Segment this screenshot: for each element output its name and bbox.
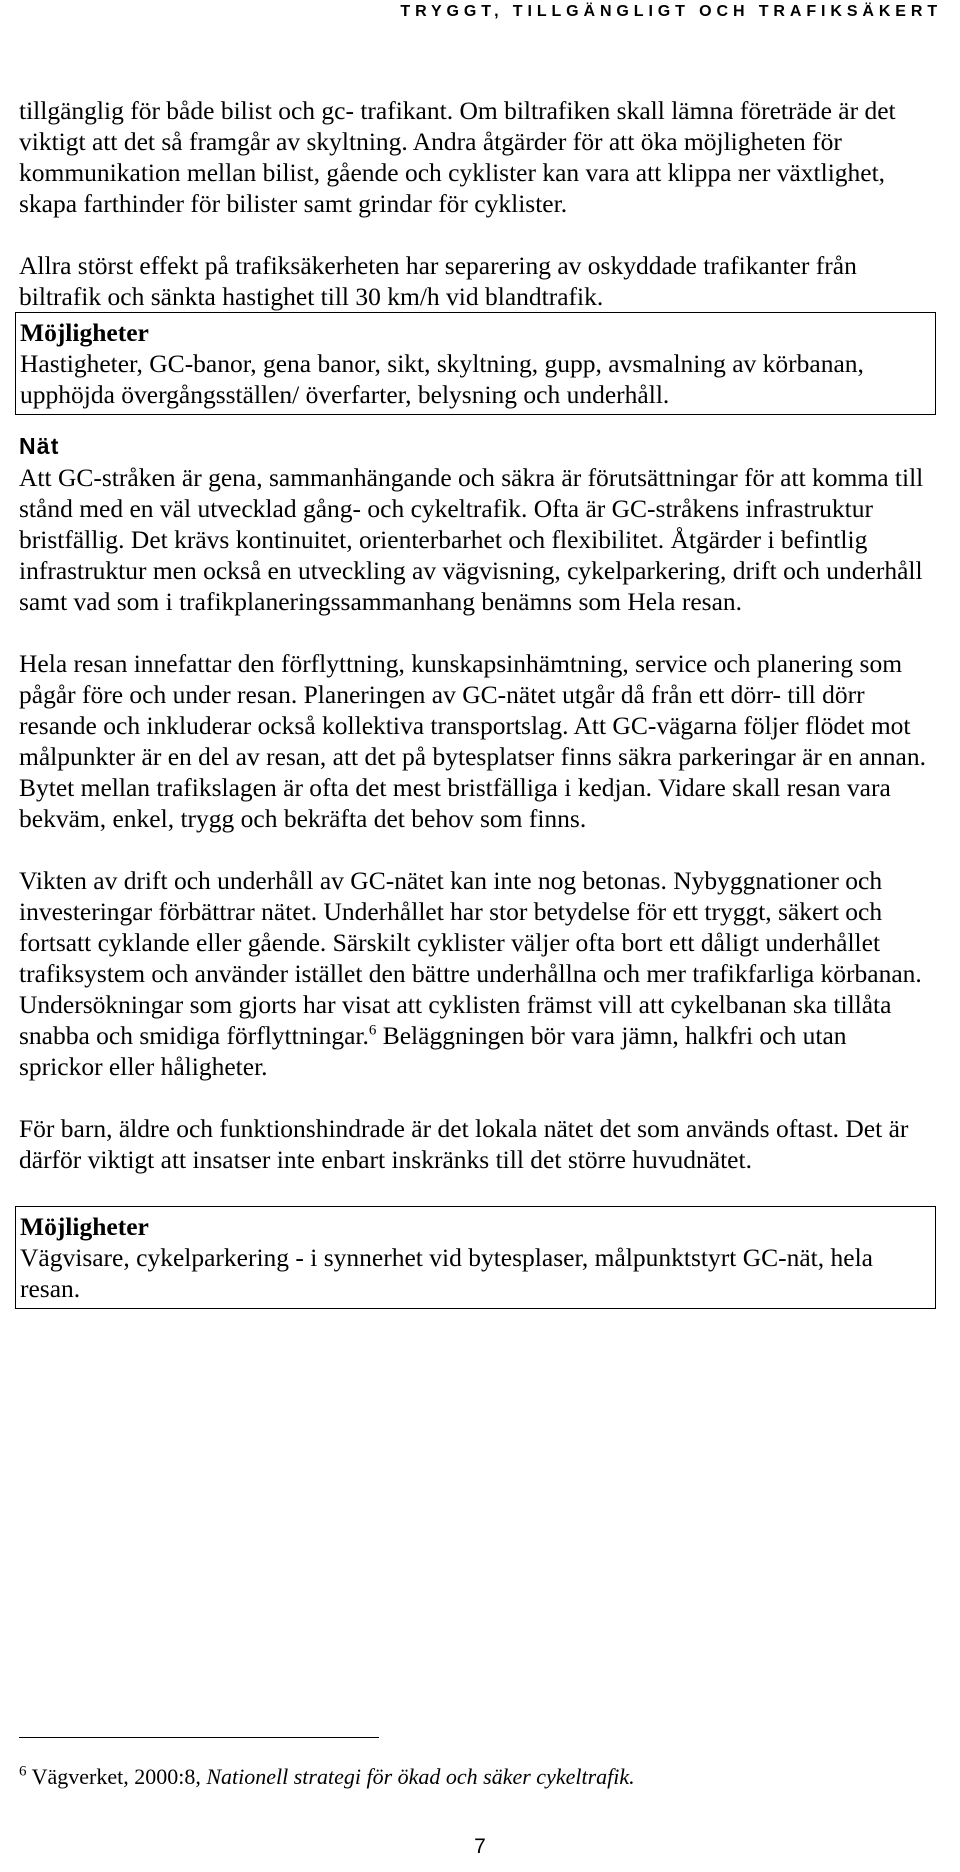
paragraph-visibility: tillgänglig för både bilist och gc- trafikant. Om biltrafiken skall lämna företräde är det viktigt att det så framgår av skyltning. Andra åtgärder för att öka möjligheten för kommunikation mellan bilist, gående och cyklister kan vara att klippa ner växtlighet, skapa farthinder för bilister samt grindar för cyklister. <box>19 96 896 218</box>
document-body <box>19 95 934 1309</box>
box-text: Hastigheter, GC-banor, gena banor, sikt, skyltning, gupp, avsmalning av körbanan, upphöjda övergångsställen/ överfarter, belysning och underhåll. <box>20 349 864 409</box>
footnote <box>19 1764 934 1790</box>
footnote-source-title: Nationell strategi för ökad och säker cykeltrafik. <box>206 1764 635 1789</box>
opportunities-box-network <box>15 1206 936 1309</box>
maintenance-text-end: Beläggningen bör vara jämn, halkfri och utan sprickor eller håligheter. <box>19 1021 847 1081</box>
footnote-text: Vägverket, 2000:8, <box>26 1764 207 1789</box>
running-header: TRYGGT, TILLGÄNGLIGT OCH TRAFIKSÄKERT <box>400 3 942 20</box>
box-title: Möjligheter <box>20 1212 149 1241</box>
box-title: Möjligheter <box>20 318 149 347</box>
opportunities-box-speed <box>15 312 936 415</box>
paragraph-local-network: För barn, äldre och funktionshindrade är det lokala nätet det som används oftast. Det är därför viktigt att insatser inte enbart inskränks till det större huvudnätet. <box>19 1114 909 1174</box>
paragraph-separation: Allra störst effekt på trafiksäkerheten har separering av oskyddade trafikanter från biltrafik och sänkta hastighet till 30 km/h vid blandtrafik. <box>19 251 857 311</box>
footnote-divider <box>19 1737 379 1738</box>
section-heading-nat: Nät <box>19 433 60 459</box>
paragraph-whole-journey: Hela resan innefattar den förflyttning, kunskapsinhämtning, service och planering som pågår före och under resan. Planeringen av GC-nätet utgår då från ett dörr- till dörr resande och inkluderar också kollektiva transportslag. Att GC-vägarna följer flödet mot målpunkter är en del av resan, att det på bytesplatser finns säkra parkeringar är en annan. Bytet mellan trafikslagen är ofta det mest bristfälliga i kedjan. Vidare skall resan vara bekväm, enkel, trygg och bekräfta det behov som finns. <box>19 649 926 833</box>
paragraph-network: Att GC-stråken är gena, sammanhängande och säkra är förutsättningar för att komma till stånd med en väl utvecklad gång- och cykeltrafik. Ofta är GC-stråkens infrastruktur bristfällig. Det krävs kontinuitet, orienterbarhet och flexibilitet. Åtgärder i befintlig infrastruktur men också en utveckling av vägvisning, cykelparkering, drift och underhåll samt vad som i trafikplaneringssammanhang benämns som Hela resan. <box>19 463 924 616</box>
footnote-reference[interactable]: 6 <box>368 1022 377 1039</box>
box-text: Vägvisare, cykelparkering - i synnerhet vid bytesplaser, målpunktstyrt GC-nät, hela resan. <box>20 1243 873 1303</box>
paragraph-maintenance <box>19 865 934 1082</box>
page-number: 7 <box>474 1835 486 1858</box>
footnote-number: 6 <box>19 1763 27 1780</box>
maintenance-text: Vikten av drift och underhåll av GC-nätet kan inte nog betonas. Nybyggnationer och investeringar förbättrar nätet. Underhållet har stor betydelse för ett tryggt, säkert och fortsatt cyklande eller gående. Särskilt cyklister väljer ofta bort ett dåligt underhållet trafiksystem och använder istället den bättre underhållna och mer trafikfarliga körbanan. Undersökningar som gjorts har visat att cyklisten främst vill att cykelbanan ska tillåta snabba och smidiga förflyttningar. <box>19 866 922 1050</box>
